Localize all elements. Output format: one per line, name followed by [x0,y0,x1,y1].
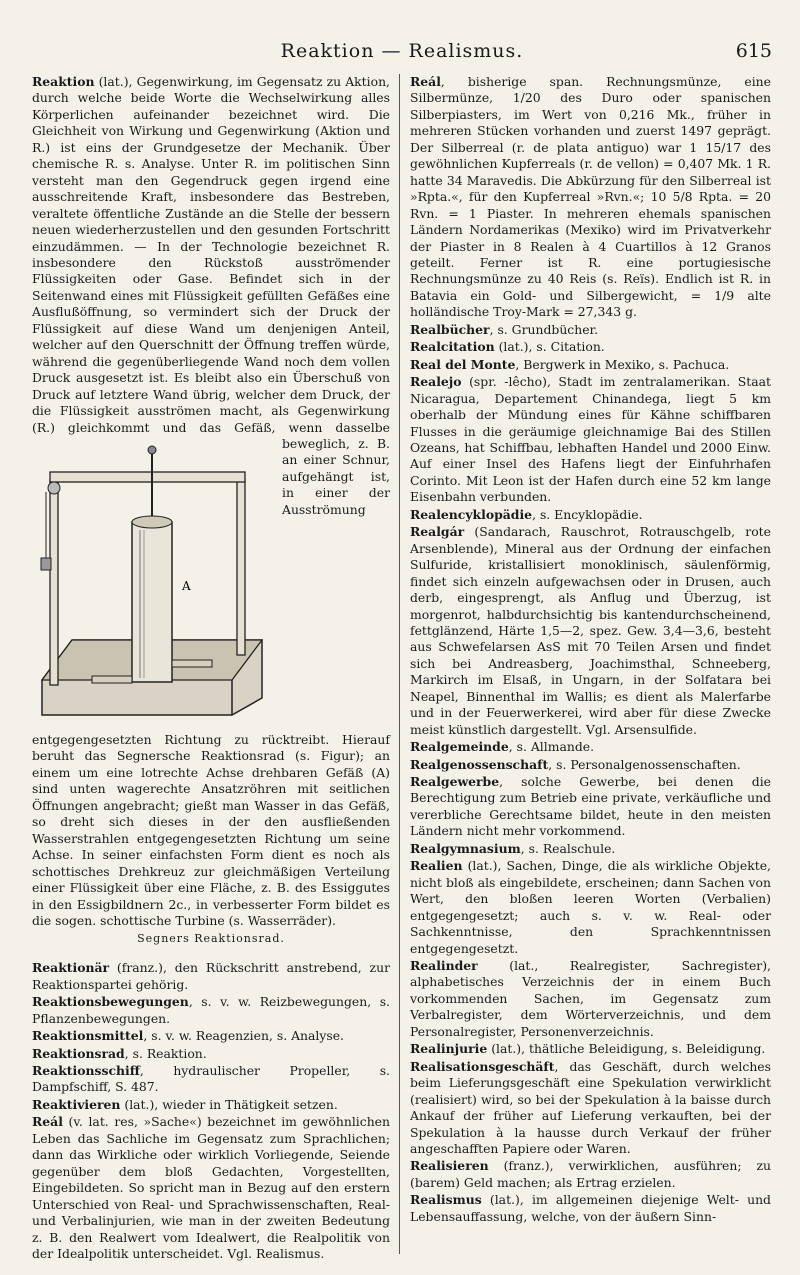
entry-text: (Sandarach, Rauschrot, Rotrauschgelb, rote Arsenblende), Mineral aus der Ordnung der einfachen Sulfuride, kristallisiert monoklinisch, säulenförmig, findet sich einzeln aufgewachsen oder in Drusen, auch derb, eingesprengt, als Anflug und Überzug, ist morgenrot, halbdurchsichtig bis kantendurchscheinend, fettglänzend, Härte 1,5—2, spez. Gew. 3,4—3,6, besteht aus Schwefelarsen AsS mit 70 Teilen Arsen und findet sich bei Andreasberg, Joachimsthal, Schneeberg, Markirch im Elsaß, in Ungarn, in der Solfatara bei Neapel, Binnenthal im Wallis; es dient als Malerfarbe und in der Feuerwerkerei, wird aber für diese Zwecke meist künstlich dargestellt. Vgl. Arsensulfide. [410,524,771,737]
entry-realencyklopaedie [410,507,771,523]
entry-realgar [410,524,771,738]
column-divider [399,74,400,1254]
entry-realgenossenschaft [410,757,771,773]
entry-realgewerbe [410,774,771,840]
entry-realinjurie [410,1041,771,1057]
entry-headword: Reaktionsschiff [32,1062,140,1078]
entry-text-part2: Gefäß, wenn dasselbe beweglich, z. B. an einer Schnur, aufgehängt ist, in einer der Ausströmung entgegengesetzten Richtung zu rücktreibt. Hierauf beruht das Segnersche Reaktionsrad (s. Figur); an einem um eine lotrechte Achse drehbaren Gefäß (A) sind unten wagerechte Ansatzröhren mit seitlichen Öffnungen angebracht; gießt man Wasser in das Gefäß, so dreht sich dieses in der den ausfließenden Wasserstrahlen entgegengesetzten Richtung um seine Achse. In seiner einfachsten Form dient es noch als schottisches Drehkreuz zur gleichmäßigen Verteilung einer Flüssigkeit über eine Fläche, z. B. des Essiggutes in den Essigbildnern 2c., in verbesserter Form bildet es die sogen. schottische Turbine (s. Wasserräder). [32,419,390,928]
entry-realisationsgeschaeft [410,1059,771,1158]
entry-headword: Realgemeinde [410,739,509,755]
entry-reaktionsschiff [32,1063,390,1096]
entry-text: , s. v. w. Reagenzien, s. Analyse. [143,1028,344,1044]
entry-headword: Realismus [410,1192,482,1208]
entry-text: (lat.), im allgemeinen diejenige Welt- und Lebensauffassung, welche, von der äußern Sinn- [410,1192,771,1224]
entry-text: (lat.), thätliche Beleidigung, s. Beleidigung. [487,1041,766,1057]
entry-headword: Realcitation [410,339,495,355]
entry-headword: Realgewerbe [410,774,500,790]
entry-reaktionsbewegungen [32,994,390,1027]
entry-headword: Reál [410,74,441,89]
entry-headword: Realgár [410,524,465,540]
entry-real-del-monte [410,357,771,373]
entry-text: , s. Allmande. [508,739,595,755]
figure-segner-wheel [32,440,272,730]
entry-headword: Reaktionsmittel [32,1028,144,1044]
entry-text: , hydraulischer Propeller, s. Dampfschiff, S. 487. [32,1062,390,1095]
entry-text: (franz.), verwirklichen, ausführen; zu (barem) Geld machen; als Ertrag erzielen. [410,1158,771,1190]
entry-headword: Realinjurie [410,1041,488,1057]
entry-headword: Realbücher [410,321,490,337]
page-header [32,40,772,66]
page-number: 615 [735,40,772,62]
entry-text: (franz.), den Rückschritt anstrebend, zur Reaktionspartei gehörig. [32,960,390,992]
right-column [410,74,771,1226]
entry-headword: Realejo [410,374,462,390]
entry-text: , s. Realschule. [520,840,616,856]
entry-text: , Bergwerk in Mexiko, s. Pachuca. [515,356,730,372]
entry-headword: Reaktivieren [32,1096,121,1112]
entry-text: (v. lat. res, »Sache«) bezeichnet im gewöhnlichen Leben das Sachliche im Gegensatz zum Sprachlichen; dann das Wirkliche oder wirklich Vorliegende, Seiende gegenüber dem bloß Gedachten, Vorgestellten, Eingebildeten. So spricht man in Bezug auf den erstern Unterschied von Real- und Sprachwissenschaften, Real- und Verbalinjurien, wie man in der zweiten Bedeutung z. B. den Realwert vom Idealwert, die Realpolitik von der Idealpolitik unterscheidet. Vgl. Realismus. [32,1114,390,1261]
entry-headword: Reaktion [32,74,95,89]
entry-text: , solche Gewerbe, bei denen die Berechtigung zum Betrieb eine private, verkäufliche und vererbliche Gerechtsame bildet, heute in den meisten Ländern nicht mehr vorkommend. [410,774,771,839]
entry-headword: Reaktionsbewegungen [32,994,189,1010]
entry-text: , bisherige span. Rechnungsmünze, eine Silbermünze, 1/20 des Duro oder spanischen Silberpiasters, im Wert von 0,216 Mk., früher in mehreren Stücken vorhanden und zuerst 1497 geprägt. Der Silberreal (r. de plata antiguo) war 1 15/17 des gewöhnlichen Kupferreals (r. de vellon) = 0,407 Mk. 1 R. hatte 34 Maravedis. Die Abkürzung für den Silberreal ist »Rpta.«, für den Kupferreal »Rvn.«; 10 5/8 Rpta. = 20 Rvn. = 1 Piaster. In mehreren ehemals spanischen Ländern Nordamerikas (Mexiko) wird im Privatverkehr der Piaster in 8 Realen à 4 Cuartillos à 12 Granos geteilt. Ferner ist R. eine portugiesische Rechnungsmünze zu 40 Reis (s. Reïs). Endlich ist R. in Batavia ein Gold- und Silbergewicht, = 1/9 alte holländische Troy-Mark = 27,343 g. [410,74,771,320]
entry-headword: Realien [410,858,463,874]
entry-text: (spr. -lêcho), Stadt im zentralamerikan. Staat Nicaragua, Departement Chinandega, liegt 5 km oberhalb der Mündung eines für Kähne schiffbaren Flusses in die geräumige gleichnamige Bai des Stillen Ozeans, hat Schiffbau, lebhaften Handel und 2000 Einw. Auf einer Insel des Hafens liegt der Einfuhrhafen Corinto. Mit Leon ist der Hafen durch eine 52 km lange Eisenbahn verbunden. [410,374,771,505]
entry-real-sachlich [32,1114,390,1262]
entry-realisieren [410,1158,771,1191]
figure-caption: Segners Reaktionsrad. [137,932,285,946]
figure-label-a: A [182,578,191,593]
entry-text: , s. Reaktion. [124,1045,207,1061]
entry-headword: Realgenossenschaft [410,756,549,772]
entry-headword: Realencyklopädie [410,506,533,522]
entry-realinder [410,958,771,1040]
entry-realismus [410,1192,771,1225]
entry-text: , s. Grundbücher. [489,321,599,337]
entry-text-part1: (lat.), Gegenwirkung, im Gegensatz zu Aktion, durch welche beide Worte die Wechselwirkung alles Körperlichen aufeinander bezeichnet wird. Die Gleichheit von Wirkung und Gegenwirkung (Aktion und R.) ist eins der Grundgesetze der Mechanik. Über chemische R. s. Analyse. Unter R. im politischen Sinn versteht man den Gegendruck gegen irgend eine ausschreitende Kraft, insbesondere das Bestreben, veraltete öffentliche Zustände an die Stelle der bessern neuen wiederherzustellen und den gesunden Fortschritt einzudämmen. — In der Technologie bezeichnet R. insbesondere den Rückstoß ausströmender Flüssigkeiten oder Gase. Befindet sich in der Seitenwand eines mit Flüssigkeit gefüllten Gefäßes eine Ausflußöffnung, so vermindert sich der Druck der Flüssigkeit auf diese Wand um denjenigen Anteil, welcher auf den Querschnitt der Öffnung treffen würde, während die gegenüberliegende Wand noch dem vollen Druck ausgesetzt ist. Es bleibt also ein Überschuß von Druck auf letztere Wand übrig, welcher dem Druck, der die Flüssigkeit ausströmen macht, als Gegenwirkung (R.) gleichkommt und das [32,74,390,435]
entry-headword: Realisationsgeschäft [410,1058,555,1074]
entry-text: (lat.), s. Citation. [494,339,605,355]
entry-text: (lat.), Sachen, Dinge, die als wirkliche Objekte, nicht bloß als eingebildete, erscheinen; dann Sachen von Wert, den bloßen leeren Worten (Verbalien) entgegengesetzt; auch s. v. w. Real- oder Sachkenntnisse, den Sprachkenntnissen entgegengesetzt. [410,858,771,956]
entry-text: (lat., Realregister, Sachregister), alphabetisches Verzeichnis der in einem Buch vorkommenden Sachen, im Gegensatz zum Verbalregister, dem Wörterverzeichnis, und dem Personalregister, Personenverzeichnis. [410,958,771,1039]
entry-headword: Reál [32,1114,63,1130]
entry-realbuecher [410,322,771,338]
entry-headword: Reaktionsrad [32,1045,125,1061]
entry-reaktion [32,74,390,929]
entry-reaktivieren [32,1097,390,1113]
entry-realcitation [410,339,771,355]
entry-headword: Realisieren [410,1158,489,1174]
entry-text: , das Geschäft, durch welches beim Lieferungsgeschäft eine Spekulation verwirklicht (realisiert) wird, so bei der Spekulation à la baisse durch Ankauf der früher auf Lieferung verkauften, bei der Spekulation à la hausse durch Verkauf der früher angeschafften Papiere oder Waren. [410,1058,771,1156]
running-title: Reaktion — Realismus. [280,40,524,62]
entry-real-muenze [410,74,771,321]
entry-realgemeinde [410,739,771,755]
entry-reaktionsrad [32,1046,390,1062]
entry-text: , s. Encyklopädie. [532,506,643,522]
entry-headword: Real del Monte [410,356,516,372]
entry-text: , s. v. w. Reizbewegungen, s. Pflanzenbewegungen. [32,994,390,1026]
entry-reaktionsmittel [32,1028,390,1044]
entry-text: , s. Personalgenossenschaften. [548,756,741,772]
segner-wheel-illustration [32,440,272,730]
entry-reaktionaer [32,960,390,993]
entry-headword: Reaktionär [32,960,110,976]
entry-headword: Realinder [410,958,478,974]
entry-realien [410,858,771,957]
entry-headword: Realgymnasium [410,840,521,856]
left-column [32,74,390,1263]
entry-realgymnasium [410,841,771,857]
entry-text: (lat.), wieder in Thätigkeit setzen. [120,1096,338,1112]
entry-realejo [410,374,771,506]
